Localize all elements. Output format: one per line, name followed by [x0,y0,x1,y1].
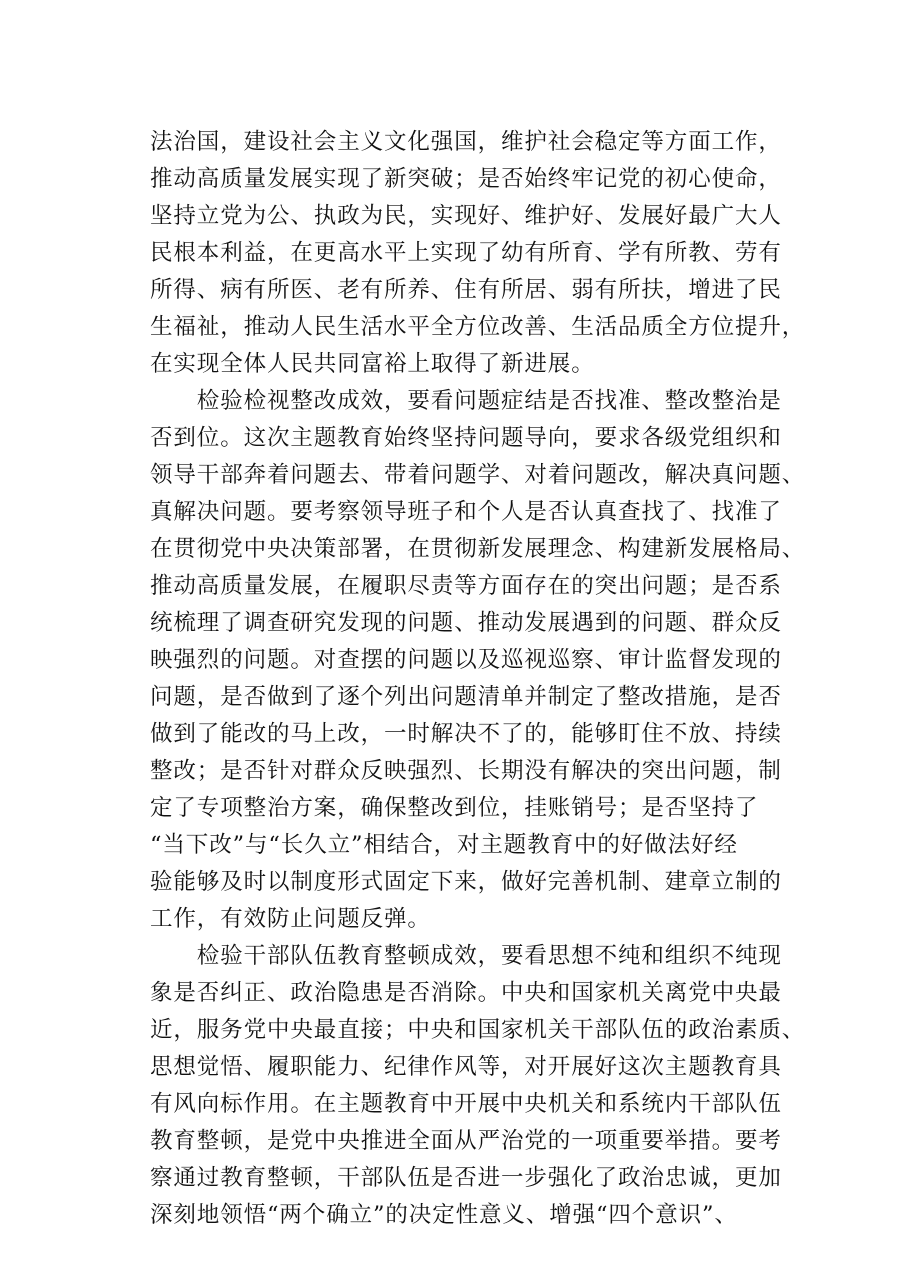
text-line: 在实现全体人民共同富裕上取得了新进展。 [150,351,595,377]
text-line: 验能够及时以制度形式固定下来，做好完善机制、建章立制的 [150,869,782,895]
text-line: 整改；是否针对群众反映强烈、长期没有解决的突出问题，制 [150,758,782,784]
text-line: 映强烈的问题。对查摆的问题以及巡视巡察、审计监督发现的 [150,647,782,673]
text-line: 教育整顿，是党中央推进全面从严治党的一项重要举措。要考 [150,1128,782,1154]
text-line: 推动高质量发展实现了新突破；是否始终牢记党的初心使命， [150,166,782,192]
text-line: 深刻地领悟“两个确立”的决定性意义、增强“四个意识”、 [150,1202,738,1228]
text-line: 真解决问题。要考察领导班子和个人是否认真查找了、找准了 [150,499,782,525]
text-line: 检验干部队伍教育整顿成效，要看思想不纯和组织不纯现 [150,943,782,969]
text-line: 有风向标作用。在主题教育中开展中央机关和系统内干部队伍 [150,1091,782,1117]
text-line: 否到位。这次主题教育始终坚持问题导向，要求各级党组织和 [150,425,782,451]
text-line: 定了专项整治方案，确保整改到位，挂账销号；是否坚持了 [150,795,759,821]
text-line: 近，服务党中央最直接；中央和国家机关干部队伍的政治素质、 [150,1017,806,1043]
text-line: 做到了能改的马上改，一时解决不了的，能够盯住不放、持续 [150,721,782,747]
text-line: 检验检视整改成效，要看问题症结是否找准、整改整治是 [150,388,782,414]
text-line: “当下改”与“长久立”相结合，对主题教育中的好做法好经 [150,832,738,858]
text-line: 工作，有效防止问题反弹。 [150,906,431,932]
text-line: 统梳理了调查研究发现的问题、推动发展遇到的问题、群众反 [150,610,782,636]
text-line: 推动高质量发展，在履职尽责等方面存在的突出问题；是否系 [150,573,782,599]
text-line: 民根本利益，在更高水平上实现了幼有所育、学有所教、劳有 [150,240,782,266]
text-line: 领导干部奔着问题去、带着问题学、对着问题改，解决真问题、 [150,462,806,488]
text-line: 象是否纠正、政治隐患是否消除。中央和国家机关离党中央最 [150,980,782,1006]
text-line: 坚持立党为公、执政为民，实现好、维护好、发展好最广大人 [150,203,782,229]
text-line: 法治国，建设社会主义文化强国，维护社会稳定等方面工作， [150,129,782,155]
text-line: 生福祉，推动人民生活水平全方位改善、生活品质全方位提升， [150,314,806,340]
text-line: 所得、病有所医、老有所养、住有所居、弱有所扶，增进了民 [150,277,782,303]
text-line: 问题，是否做到了逐个列出问题清单并制定了整改措施，是否 [150,684,782,710]
text-line: 在贯彻党中央决策部署，在贯彻新发展理念、构建新发展格局、 [150,536,806,562]
text-line: 察通过教育整顿，干部队伍是否进一步强化了政治忠诚，更加 [150,1165,782,1191]
text-line: 思想觉悟、履职能力、纪律作风等，对开展好这次主题教育具 [150,1054,782,1080]
